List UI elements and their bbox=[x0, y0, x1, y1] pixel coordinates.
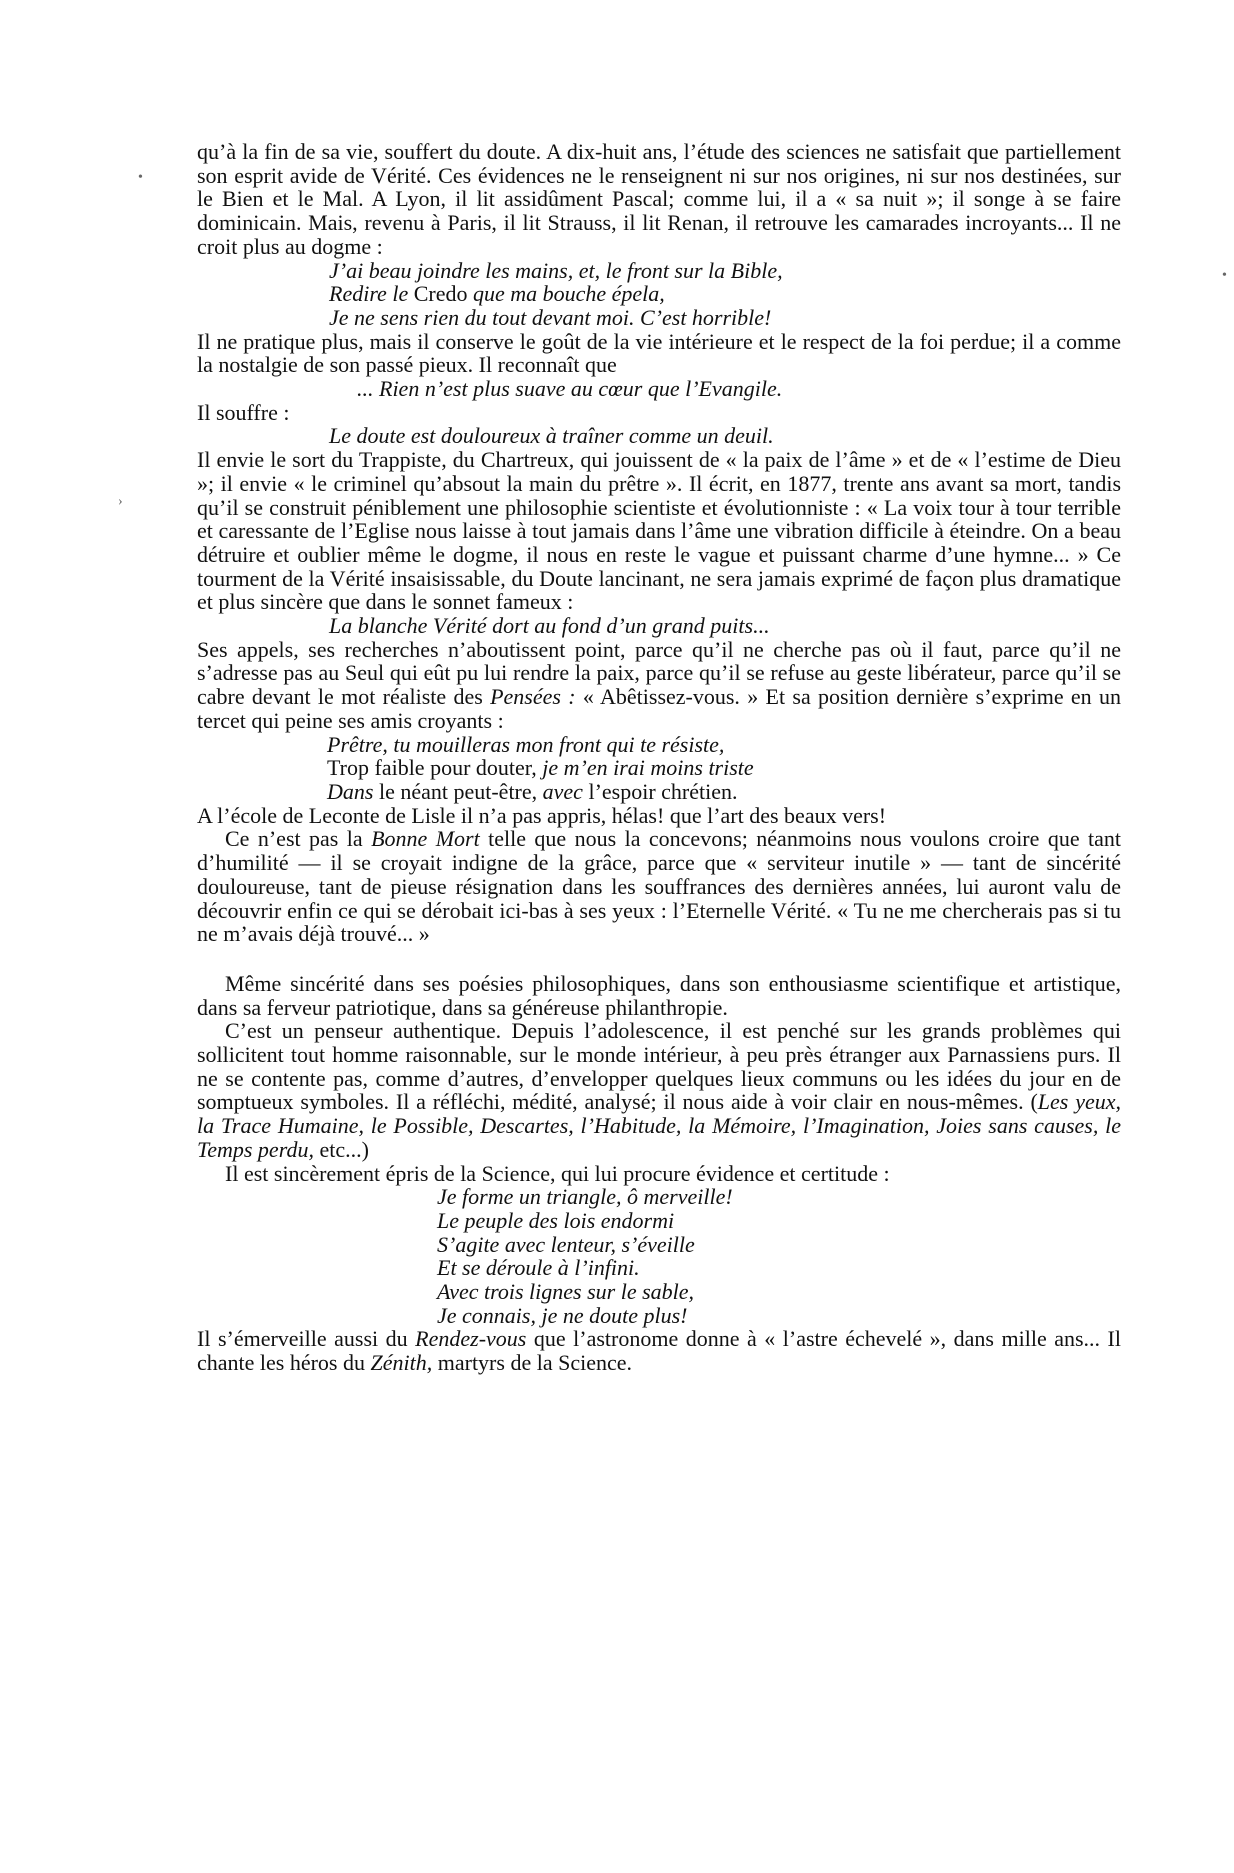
verse-line bbox=[437, 1209, 1121, 1233]
italic-text: Les yeux, la Trace Humaine, le Possible, Descartes, l’Habitude, la Mémoire, l’Imagination, Joies sans causes, le Temps perdu, bbox=[197, 1089, 1121, 1162]
italic-text: Dans bbox=[327, 778, 374, 804]
italic-text: S’agite avec lenteur, s’éveille bbox=[437, 1231, 695, 1257]
italic-text: Je connais, je ne doute plus! bbox=[437, 1302, 688, 1328]
paragraph: Il ne pratique plus, mais il conserve le goût de la vie intérieure et le respect de la foi perdue; il a comme la nostalgie de son passé pieux. Il reconnaît que bbox=[197, 328, 1121, 378]
paragraph: Il souffre : bbox=[197, 399, 290, 425]
text-run: telle que nous la concevons; néanmoins nous voulons croire que tant d’humilité — il se croyait indigne de la grâce, parce que « serviteur inutile » — tant de sincérité douloureuse, tant de pieuse résignation dans les souffrances des dernières années, lui auront valu de découvrir enfin ce qui se dérobait ici-bas à ses yeux : l’Eternelle Vérité. « Tu ne me chercherais pas si tu ne m’avais déjà trouvé... » bbox=[197, 826, 1121, 947]
italic-text: Le doute est douloureux à traîner comme un deuil. bbox=[329, 423, 774, 449]
body-text bbox=[197, 140, 1121, 1375]
paragraph bbox=[197, 827, 1121, 946]
margin-dot: • bbox=[1222, 268, 1227, 283]
verse-quote bbox=[197, 1185, 1121, 1327]
verse-line bbox=[437, 1304, 1121, 1328]
verse-line bbox=[437, 1233, 1121, 1257]
text-run: etc...) bbox=[313, 1136, 369, 1162]
margin-dot: • bbox=[138, 170, 143, 185]
paragraph: Même sincérité dans ses poésies philosophiques, dans son enthousiasme scientifique et artistique, dans sa ferveur patriotique, dans sa généreuse philanthropie. bbox=[197, 970, 1121, 1020]
verse-line bbox=[329, 282, 1121, 306]
paragraph bbox=[197, 1019, 1121, 1161]
italic-text: Rendez-vous bbox=[415, 1326, 527, 1352]
verse-line bbox=[357, 377, 1121, 401]
italic-text: La blanche Vérité dort au fond d’un grand puits... bbox=[329, 613, 770, 639]
italic-text: Le peuple des lois endormi bbox=[437, 1207, 675, 1233]
italic-text: Redire le bbox=[329, 281, 414, 307]
italic-text: Zénith, bbox=[370, 1350, 433, 1376]
text-run: Ce n’est pas la bbox=[225, 826, 372, 852]
text-run: l’espoir chrétien. bbox=[582, 778, 738, 804]
verse-line bbox=[437, 1280, 1121, 1304]
verse-quote bbox=[197, 259, 1121, 330]
verse-line bbox=[437, 1256, 1121, 1280]
text-run: « Abêtissez-vous. » Et sa position dernière s’exprime en un tercet qui peine ses amis croyants : bbox=[197, 684, 1121, 733]
italic-text: Prêtre, tu mouilleras mon front qui te résiste, bbox=[327, 731, 725, 757]
text-run: Ses appels, ses recherches n’aboutissent point, parce qu’il ne cherche pas où il faut, parce qu’il ne s’adresse pas au Seul qui eût pu lui rendre la paix, parce qu’il se refuse au geste libérateur, parce qu’il se cabre devant le mot réaliste des bbox=[197, 636, 1121, 710]
verse-line bbox=[437, 1185, 1121, 1209]
verse-line bbox=[327, 780, 1121, 804]
verse-quote bbox=[197, 377, 1121, 401]
verse-line bbox=[327, 733, 1121, 757]
text-run: martyrs de la Science. bbox=[432, 1350, 632, 1376]
verse-line bbox=[327, 756, 1121, 780]
paragraph: qu’à la fin de sa vie, souffert du doute. A dix-huit ans, l’étude des sciences ne satisfait que partiellement son esprit avide de Vérité. Ces évidences ne le renseignent ni sur nos origines, ni sur nos destinées, sur le Bien et le Mal. A Lyon, il lit assidûment Pascal; comme lui, il a « sa nuit »; il songe à se faire dominicain. Mais, revenu à Paris, il lit Strauss, il lit Renan, il retrouve les camarades incroyants... Il ne croit plus au dogme : bbox=[197, 139, 1121, 259]
italic-text: je m’en irai moins triste bbox=[542, 755, 754, 781]
paragraph bbox=[197, 1327, 1121, 1374]
verse-quote bbox=[197, 424, 1121, 448]
italic-text: Avec trois lignes sur le sable, bbox=[437, 1279, 695, 1305]
section-gap bbox=[197, 946, 1121, 972]
verse-quote bbox=[197, 733, 1121, 804]
italic-text: que ma bouche épela, bbox=[467, 281, 665, 307]
italic-text: avec bbox=[542, 778, 583, 804]
text-run: C’est un penseur authentique. Depuis l’adolescence, il est penché sur les grands problèmes qui sollicitent tout homme raisonnable, sur le monde intérieur, à peu près étranger aux Parnassiens purs. Il ne se contente pas, comme d’autres, d’envelopper quelques lieux communs ou les idées du jour en de somptueux symboles. Il a réfléchi, médité, analysé; il nous aide à voir clair en nous-mêmes. ( bbox=[197, 1018, 1121, 1115]
italic-text: Je ne sens rien du tout devant moi. C’est horrible! bbox=[329, 304, 772, 330]
text-run: Credo bbox=[413, 281, 468, 307]
italic-text: ... Rien n’est plus suave au cœur que l’Evangile. bbox=[357, 376, 783, 402]
verse-line bbox=[329, 614, 1121, 638]
italic-text: J’ai beau joindre les mains, et, le front sur la Bible, bbox=[329, 257, 783, 283]
paragraph bbox=[197, 638, 1121, 733]
text-run: Trop faible pour douter, bbox=[327, 755, 543, 781]
italic-text: Pensées : bbox=[490, 684, 576, 710]
margin-dot: › bbox=[118, 494, 123, 509]
text-run: que l’astronome donne à « l’astre échevelé », dans mille ans... Il chante les héros du bbox=[197, 1326, 1121, 1376]
italic-text: Et se déroule à l’infini. bbox=[437, 1255, 640, 1281]
italic-text: Bonne Mort bbox=[371, 826, 480, 852]
verse-line bbox=[329, 424, 1121, 448]
text-run: le néant peut-être, bbox=[373, 778, 543, 804]
verse-quote bbox=[197, 614, 1121, 638]
paragraph: A l’école de Leconte de Lisle il n’a pas appris, hélas! que l’art des beaux vers! bbox=[197, 802, 887, 828]
verse-line bbox=[329, 259, 1121, 283]
text-run: Il s’émerveille aussi du bbox=[197, 1326, 416, 1352]
paragraph: Il envie le sort du Trappiste, du Chartreux, qui jouissent de « la paix de l’âme » et de « l’estime de Dieu »; il envie « le criminel qu’absout la main du prêtre ». Il écrit, en 1877, trente ans avant sa mort, tandis qu’il se construit péniblement une philosophie scientiste et évolutionniste : « La voix tour à tour terrible et caressante de l’Eglise nous laisse à tout jamais dans l’âme une vibration difficile à éteindre. On a beau détruire et oublier même le dogme, il nous en reste le vague et puissant charme d’une hymne... » Ce tourment de la Vérité insaisissable, du Doute lancinant, ne sera jamais exprimé de façon plus dramatique et plus sincère que dans le sonnet fameux : bbox=[197, 447, 1121, 615]
italic-text: Je forme un triangle, ô merveille! bbox=[437, 1184, 733, 1210]
paragraph: Il est sincèrement épris de la Science, qui lui procure évidence et certitude : bbox=[225, 1160, 890, 1186]
verse-line bbox=[329, 306, 1121, 330]
